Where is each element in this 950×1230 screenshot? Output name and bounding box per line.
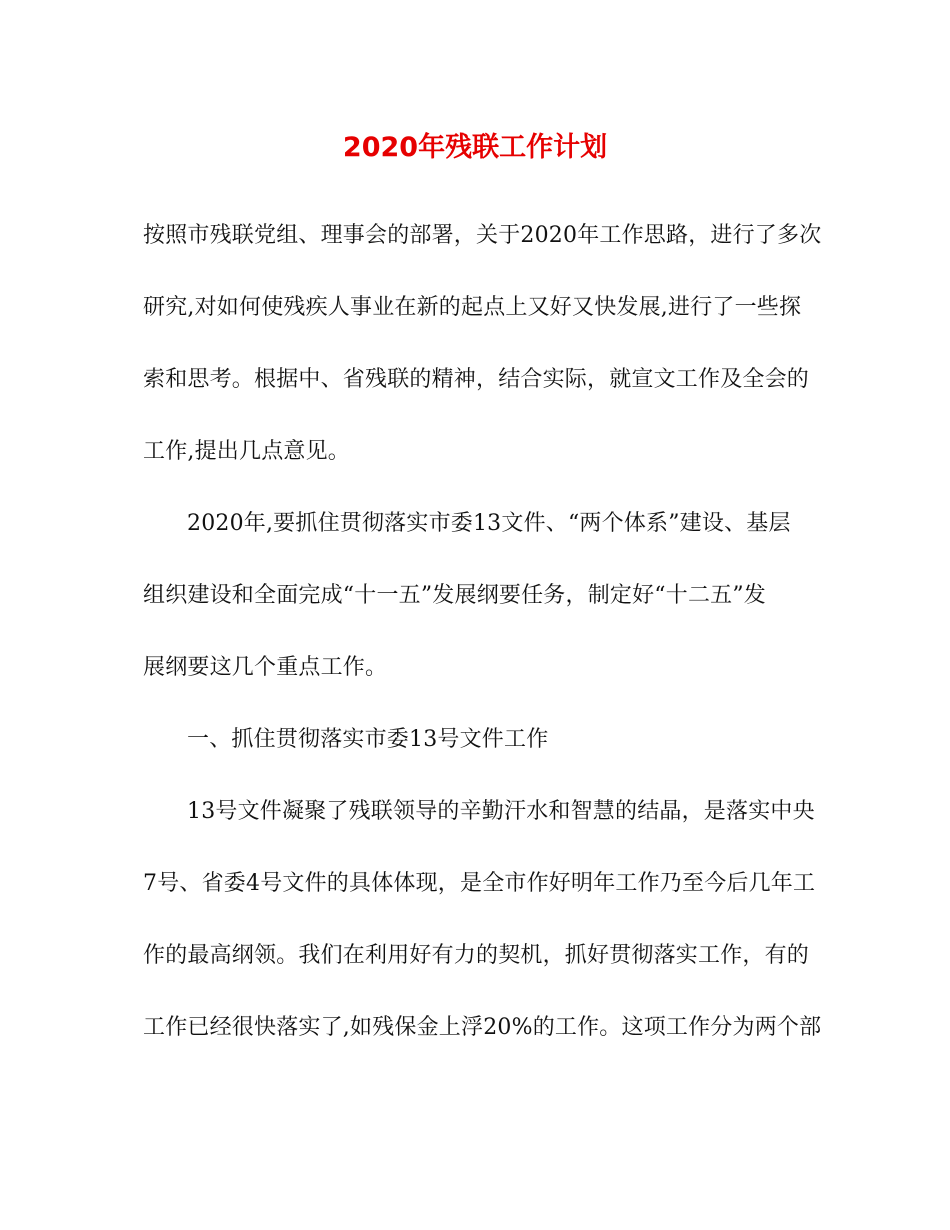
paragraph-line: 7号、省委4号文件的具体体现，是全市作好明年工作乃至今后几年工 <box>143 871 816 896</box>
paragraph-line: 研究,对如何使残疾人事业在新的起点上又好又快发展,进行了一些探 <box>143 295 802 320</box>
document-title: 2020年残联工作计划 <box>342 132 608 163</box>
paragraph-line: 组织建设和全面完成“十一五”发展纲要任务，制定好“十二五”发 <box>143 583 766 608</box>
paragraph-line: 按照市残联党组、理事会的部署，关于2020年工作思路，进行了多次 <box>143 223 822 248</box>
paragraph-line: 13号文件凝聚了残联领导的辛勤汗水和智慧的结晶，是落实中央 <box>187 799 815 824</box>
paragraph-line: 工作已经很快落实了,如残保金上浮20%的工作。这项工作分为两个部 <box>143 1015 822 1040</box>
paragraph-line: 工作,提出几点意见。 <box>143 439 350 464</box>
section-heading: 一、抓住贯彻落实市委13号文件工作 <box>187 727 549 752</box>
paragraph-line: 2020年,要抓住贯彻落实市委13文件、“两个体系”建设、基层 <box>187 511 791 536</box>
paragraph-line: 索和思考。根据中、省残联的精神，结合实际，就宣文工作及全会的 <box>143 367 810 392</box>
paragraph-line: 展纲要这几个重点工作。 <box>143 655 388 680</box>
paragraph-line: 作的最高纲领。我们在利用好有力的契机，抓好贯彻落实工作，有的 <box>143 943 810 968</box>
